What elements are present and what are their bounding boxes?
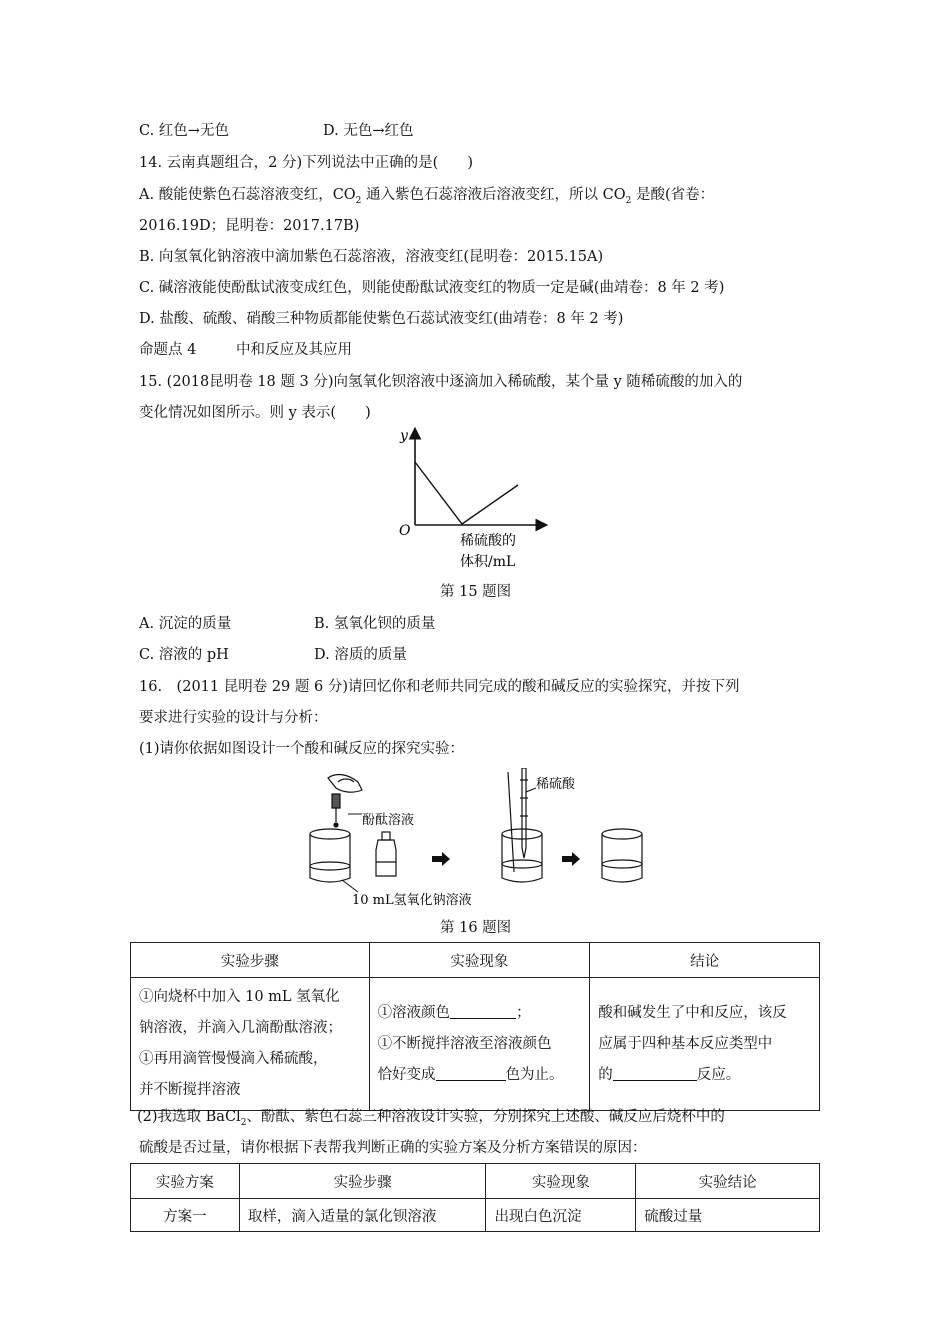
q16-part2-line1: (2)我选取 BaCl$_2$、酚酞、紫色石蕊三种溶液设计实验，分别探究上述酸、碱反应后烧杯中的: [137, 1109, 725, 1128]
q15-stem-line1: 15. (2018昆明卷 18 题 3 分)向氢氧化钡溶液中逐滴加入稀硫酸，某个量 y 随稀硫酸的加入的: [139, 374, 743, 390]
label-indicator: 酚酞溶液: [362, 813, 415, 828]
table1-row: [131, 978, 820, 1111]
table1-header-steps: 实验步骤: [131, 943, 370, 978]
table2-plan-cell: 方案一: [131, 1199, 240, 1232]
q15-option-d: D. 溶质的质量: [314, 647, 407, 663]
q13-option-c: C. 红色→无色: [139, 123, 229, 139]
q15-stem-line2: 变化情况如图所示。则 y 表示( ): [139, 405, 371, 421]
q15-option-a: A. 沉淀的质量: [139, 616, 232, 632]
q14-option-c: C. 碱溶液能使酚酞试液变成红色，则能使酚酞试液变红的物质一定是碱(曲靖卷：8 年 2 考): [139, 280, 725, 296]
q14-option-a: A. 酸能使紫色石蕊溶液变红，$CO_2$ 通入紫色石蕊溶液后溶液变红，所以 $CO_2$ 是酸(省卷：: [139, 187, 715, 206]
indicator-bottle: [376, 832, 396, 876]
q14-option-d: D. 盐酸、硫酸、硝酸三种物质都能使紫色石蕊试液变红(曲靖卷：8 年 2 考): [139, 311, 624, 327]
table1-phenomenon-cell: ①溶液颜色 ； ①不断搅拌溶液至溶液颜色 恰好变成 色为止。: [369, 978, 590, 1111]
graph-curve: [415, 462, 518, 524]
q15-caption: 第 15 题图: [440, 584, 512, 600]
beaker-result: [602, 829, 642, 882]
table1-header-conclusion: 结论: [590, 943, 820, 978]
x-axis-label-line2: 体积/mL: [460, 554, 516, 570]
q15-option-b: B. 氢氧化钡的质量: [314, 616, 436, 632]
table2-row: [131, 1199, 820, 1232]
table1-steps-cell: ①向烧杯中加入 10 mL 氢氧化 钠溶液，并滴入几滴酚酞溶液； ①再用滴管慢慢滴入稀硫酸， 并不断搅拌溶液: [131, 978, 370, 1111]
table2-conclusion-cell: 硫酸过量: [636, 1199, 820, 1232]
arrow-icon: [432, 852, 450, 866]
q16-part2-line2: 硫酸是否过量，请你根据下表帮我判断正确的实验方案及分析方案错误的原因：: [139, 1140, 647, 1156]
table1-header-phenomenon: 实验现象: [369, 943, 590, 978]
table2-header-conclusion: 实验结论: [636, 1164, 820, 1199]
y-axis-label: y: [400, 428, 408, 444]
answer-blank[interactable]: [613, 1066, 697, 1081]
section-title: 中和反应及其应用: [236, 342, 352, 358]
beaker-naoh: [310, 829, 350, 882]
table2-steps-cell: 取样，滴入适量的氯化钡溶液: [239, 1199, 486, 1232]
arrow-icon: [562, 852, 580, 866]
q16-caption: 第 16 题图: [440, 920, 512, 936]
q16-part1: (1)请你依据如图设计一个酸和碱反应的探究实验：: [139, 741, 465, 757]
table1-conclusion-cell: 酸和碱发生了中和反应，该反 应属于四种基本反应类型中 的 反应。: [590, 978, 820, 1111]
table1-header-row: [131, 943, 820, 978]
q16-table2: [130, 1163, 820, 1232]
label-base: 10 mL氢氧化钠溶液: [352, 893, 472, 908]
label-line-base: [342, 880, 358, 892]
label-acid: 稀硫酸: [536, 777, 576, 792]
q15-option-c: C. 溶液的 pH: [139, 647, 229, 663]
table2-header-phenomenon: 实验现象: [486, 1164, 636, 1199]
q16-stem-line2: 要求进行实验的设计与分析：: [139, 710, 328, 726]
table2-header-plan: 实验方案: [131, 1164, 240, 1199]
label-line-acid: [526, 788, 536, 792]
table2-header-row: [131, 1164, 820, 1199]
q16-table1: [130, 942, 820, 1111]
q15-graph: [390, 422, 560, 572]
q14-option-b: B. 向氢氧化钠溶液中滴加紫色石蕊溶液，溶液变红(昆明卷：2015.15A): [139, 249, 604, 265]
x-axis-label-line1: 稀硫酸的: [460, 533, 516, 549]
table2-phenomenon-cell: 出现白色沉淀: [486, 1199, 636, 1232]
answer-blank[interactable]: [436, 1066, 506, 1081]
table2-header-steps: 实验步骤: [239, 1164, 486, 1199]
answer-blank[interactable]: [450, 1004, 516, 1019]
q16-stem-line1: 16. (2011 昆明卷 29 题 6 分)请回忆你和老师共同完成的酸和碱反应的实验探究，并按下列: [139, 679, 740, 695]
q16-apparatus-figure: [300, 768, 650, 910]
hand-dropper: [328, 775, 362, 827]
section-label: 命题点 4: [139, 342, 197, 358]
q14-option-a-cont: 2016.19D；昆明卷：2017.17B): [139, 218, 360, 234]
q14-stem: 14. 云南真题组合，2 分)下列说法中正确的是( ): [139, 155, 473, 171]
q13-option-d: D. 无色→红色: [323, 123, 414, 139]
origin-label: O: [399, 523, 411, 539]
